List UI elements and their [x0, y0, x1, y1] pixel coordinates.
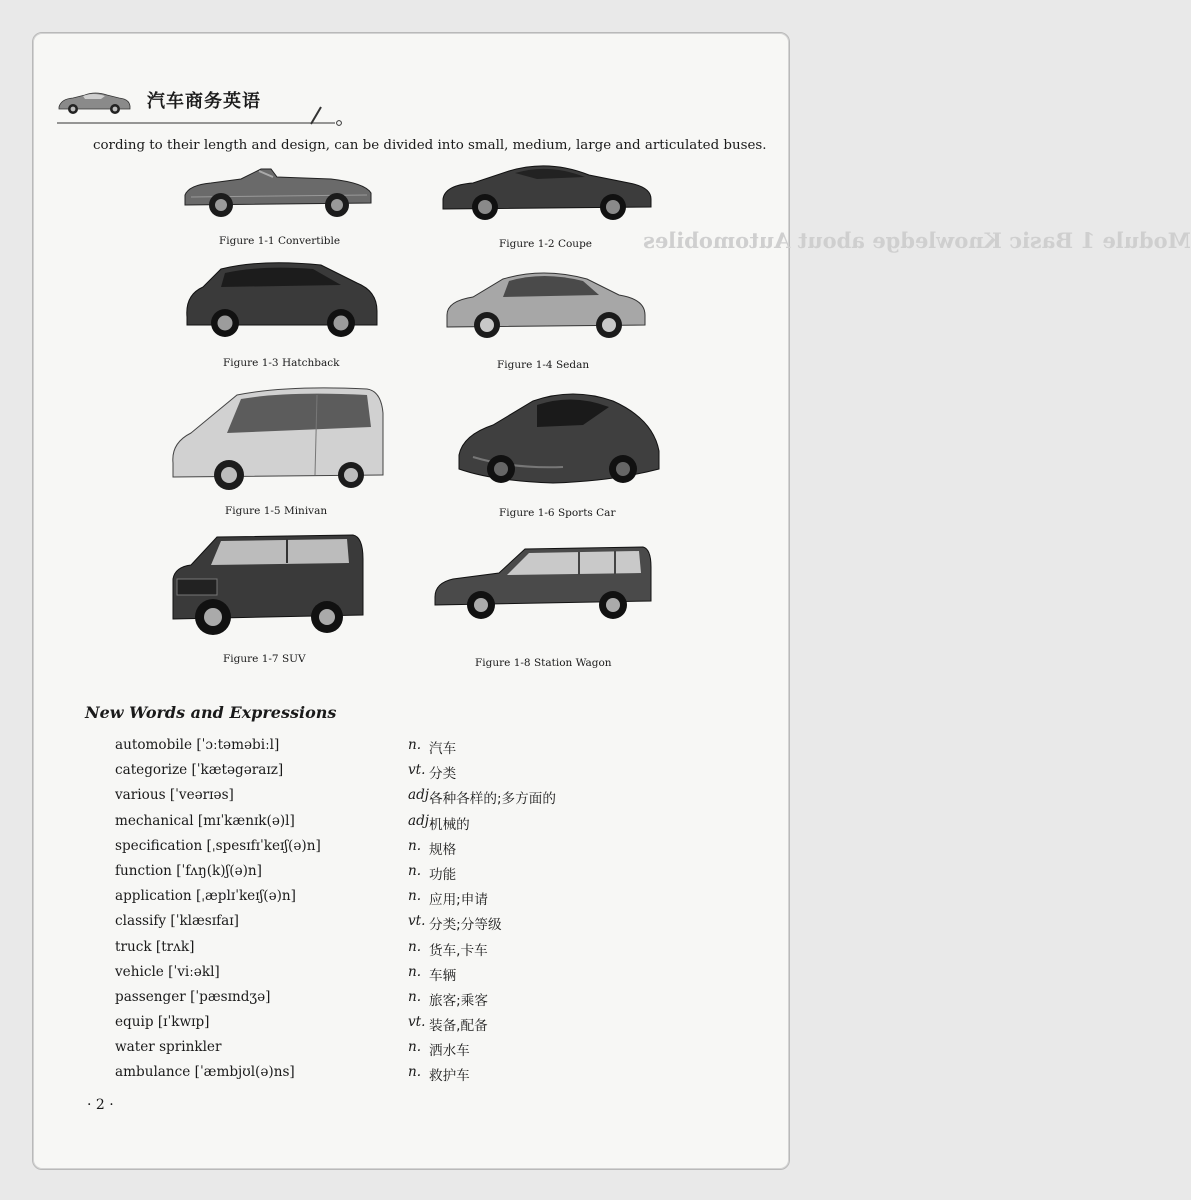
sedan-car-image	[443, 265, 649, 341]
book-page	[32, 32, 1191, 1170]
word-meaning: 救护车	[429, 1068, 470, 1085]
word-pos: n.	[408, 938, 422, 955]
page-number: · 2 ·	[87, 1097, 114, 1113]
figure-caption: Figure 1-7 SUV	[223, 653, 306, 665]
list-item	[115, 964, 755, 989]
word-meaning: 分类	[429, 766, 457, 783]
word-term: passenger [ˈpæsɪndʒə]	[115, 988, 271, 1005]
list-item	[115, 939, 755, 964]
word-meaning: 机械的	[429, 816, 470, 833]
word-term: truck [trʌk]	[115, 938, 195, 955]
word-pos: n.	[408, 737, 422, 753]
word-pos: n.	[408, 963, 422, 980]
word-pos: n.	[408, 888, 422, 905]
word-term: various [ˈveərɪəs]	[115, 787, 234, 804]
word-pos: adj.	[408, 812, 434, 829]
coupe-car-image	[439, 155, 655, 221]
intro-paragraph: cording to their length and design, can be divided into small, medium, large and articulated buses.	[93, 138, 767, 153]
list-item	[115, 1039, 755, 1064]
list-item	[115, 737, 755, 762]
figure-convertible	[181, 155, 377, 219]
word-term: specification [ˌspesɪfɪˈkeɪʃ(ə)n]	[115, 837, 321, 854]
word-pos: vt.	[408, 913, 426, 930]
list-item	[115, 787, 755, 812]
figure-caption: Figure 1-3 Hatchback	[223, 357, 340, 369]
word-meaning: 规格	[429, 841, 457, 858]
word-meaning: 各种各样的;多方面的	[429, 791, 556, 808]
list-item	[115, 863, 755, 888]
word-pos: vt.	[408, 762, 426, 779]
word-term: mechanical [mɪˈkænɪk(ə)l]	[115, 812, 295, 829]
sports-car-image	[453, 385, 663, 491]
header-rule	[55, 111, 355, 131]
figure-caption: Figure 1-5 Minivan	[225, 505, 328, 517]
word-pos: n.	[408, 862, 422, 879]
list-item	[115, 1014, 755, 1039]
word-pos: n.	[408, 1064, 422, 1081]
figure-hatchback	[181, 259, 381, 339]
word-term: categorize [ˈkætəgəraɪz]	[115, 762, 284, 779]
list-item	[115, 1064, 755, 1089]
word-meaning: 汽车	[429, 741, 457, 757]
figure-suv	[167, 529, 367, 639]
list-item	[115, 989, 755, 1014]
suv-car-image	[167, 529, 367, 639]
convertible-car-image	[181, 155, 377, 219]
word-term: vehicle [ˈviːəkl]	[115, 963, 220, 980]
word-meaning: 应用;申请	[429, 892, 488, 909]
word-pos: n.	[408, 988, 422, 1005]
word-meaning: 分类;分等级	[429, 917, 502, 934]
word-term: ambulance [ˈæmbjʊl(ə)ns]	[115, 1064, 295, 1081]
list-item	[115, 838, 755, 863]
list-item	[115, 762, 755, 787]
word-term: function [ˈfʌŋ(k)ʃ(ə)n]	[115, 862, 262, 879]
word-term: equip [ɪˈkwɪp]	[115, 1014, 210, 1031]
word-meaning: 装备,配备	[429, 1018, 488, 1035]
word-pos: adj.	[408, 787, 434, 804]
new-words-title: New Words and Expressions	[85, 703, 337, 722]
word-term: classify [ˈklæsɪfaɪ]	[115, 913, 239, 930]
word-pos: n.	[408, 837, 422, 854]
new-words-list	[115, 737, 755, 1090]
word-meaning: 洒水车	[429, 1043, 470, 1060]
figure-station-wagon	[429, 539, 655, 623]
word-pos: vt.	[408, 1014, 426, 1031]
list-item	[115, 888, 755, 913]
word-meaning: 车辆	[429, 967, 457, 984]
figure-caption: Figure 1-2 Coupe	[499, 238, 592, 250]
figure-coupe	[439, 155, 655, 221]
word-term: water sprinkler	[115, 1039, 222, 1056]
word-meaning: 功能	[429, 866, 457, 883]
word-term: automobile [ˈɔːtəməbiːl]	[115, 737, 280, 753]
word-pos: n.	[408, 1039, 422, 1056]
header-title: 汽车商务英语	[147, 91, 261, 112]
figure-caption: Figure 1-4 Sedan	[497, 359, 590, 371]
hatchback-car-image	[181, 259, 381, 339]
figure-sedan	[443, 265, 649, 341]
list-item	[115, 913, 755, 938]
station-wagon-car-image	[429, 539, 655, 623]
figure-caption: Figure 1-6 Sports Car	[499, 507, 616, 519]
figure-caption: Figure 1-1 Convertible	[219, 235, 341, 247]
minivan-car-image	[167, 383, 389, 493]
word-meaning: 货车,卡车	[429, 942, 488, 959]
list-item	[115, 813, 755, 838]
word-meaning: 旅客;乘客	[429, 992, 488, 1009]
figure-sports-car	[453, 385, 663, 491]
figure-minivan	[167, 383, 389, 493]
figure-caption: Figure 1-8 Station Wagon	[475, 657, 612, 669]
show-through-text: Module 1 Basic Knowledge about Automobiles	[643, 228, 1191, 253]
word-term: application [ˌæplɪˈkeɪʃ(ə)n]	[115, 888, 296, 905]
page-header	[55, 81, 355, 121]
